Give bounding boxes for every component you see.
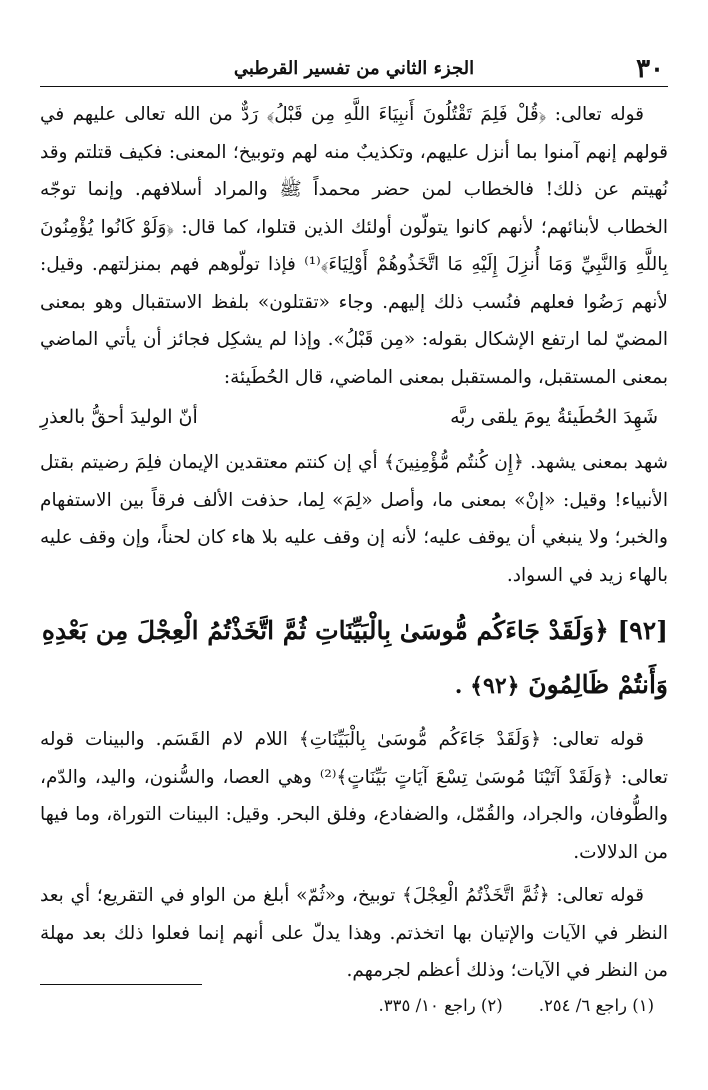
quran-verse-block	[40, 604, 668, 713]
commentary-paragraph: قوله تعالى: ﴿قُلْ فَلِمَ تَقْتُلُونَ أَنبِيَاءَ اللَّهِ مِن قَبْلُ﴾ رَدٌّ من الله تعالى عليهم في قولهم إنهم آمنوا بما أنزل عليهم، وتكذيبٌ منه لهم وتوبيخ؛ المعنى: فكيف قتلتم وقد نُهيتم عن ذلك! فالخطاب لمن حضر محمداً ﷺ والمراد أسلافهم. وإنما توجّه الخطاب لأبنائهم؛ لأنهم كانوا يتولّون أولئك الذين قتلوا، كما قال: ﴿وَلَوْ كَانُوا يُؤْمِنُونَ بِاللَّهِ وَالنَّبِيِّ وَمَا أُنزِلَ إِلَيْهِ مَا اتَّخَذُوهُمْ أَوْلِيَاءَ﴾⁽¹⁾ فإذا تولّوهم فهم بمنزلتهم. وقيل: لأنهم رَضُوا فعلهم فنُسب ذلك إليهم. وجاء «تقتلون» بلفظ الاستقبال وهو بمعنى المضيّ لما ارتفع الإشكال بقوله: «مِن قَبْلُ». وإذا لم يشكِل فجائز أن يأتي الماضي بمعنى المستقبل، والمستقبل بمعنى الماضي، قال الحُطَيئة:	[40, 104, 669, 388]
quran-verse-text: ﴿وَلَقَدْ جَاءَكُم مُّوسَىٰ بِالْبَيِّنَاتِ ثُمَّ اتَّخَذْتُمُ الْعِجْلَ مِن بَعْدِهِ وَأَنتُمْ ظَالِمُونَ	[41, 616, 668, 699]
commentary-paragraph: قوله تعالى: ﴿ثُمَّ اتَّخَذْتُمُ الْعِجْلَ﴾ توبيخ، و«ثُمّ» أبلغ من الواو في التقريع؛ أي بعد النظر في الآيات والإتيان بها اتخذتم. وهذا يدلّ على أنهم إنما فعلوا ذلك بعد مهلة من النظر في الآيات؛ وذلك أعظم لجرمهم.	[40, 885, 668, 981]
footnote-item: (٢) راجع ١٠/ ٣٣٥.	[378, 996, 503, 1015]
commentary-paragraph: قوله تعالى: ﴿وَلَقَدْ جَاءَكُم مُّوسَىٰ بِالْبَيِّنَاتِ﴾ اللام لام القَسَم. والبينات قوله تعالى: ﴿وَلَقَدْ آتَيْنَا مُوسَىٰ تِسْعَ آيَاتٍ بَيِّنَاتٍ﴾⁽²⁾ وهي العصا، والسُّنون، واليد، والدّم، والطُّوفان، والجراد، والقُمّل، والضفادع، وفلق البحر. وقيل: البينات التوراة، وما فيها من الدلالات.	[40, 729, 668, 863]
poetry-verse	[40, 400, 668, 440]
footnote-item: (١) راجع ٦/ ٢٥٤.	[538, 996, 654, 1015]
footnote-divider	[40, 984, 202, 985]
commentary-paragraph: شهد بمعنى يشهد. ﴿إِن كُنتُم مُّؤْمِنِينَ﴾ أي إن كنتم معتقدين الإيمان فلِمَ رضيتم بقتل الأنبياء! وقيل: «إنْ» بمعنى ما، وأصل «لِمَ» لِما، حذفت الألف فرقاً بين الاستفهام والخبر؛ ولا ينبغي أن يوقف عليه؛ لأنه إن وقف عليه بلا هاء كان لحناً، وإن وقف عليه بالهاء زيد في السواد.	[40, 452, 668, 586]
ayah-marker: ﴿٩٢﴾ .	[454, 673, 520, 699]
running-title: الجزء الثاني من تفسير القرطبي	[233, 58, 475, 79]
quran-verse-number: [٩٢]	[617, 616, 668, 645]
verse-hemistich-first: شَهِدَ الحُطَيئةُ يومَ يلقى ربَّه	[450, 406, 658, 428]
page-number: ٣٠	[636, 54, 664, 84]
body-text	[40, 96, 668, 990]
footnotes	[379, 992, 654, 1020]
verse-hemistich-second: أنّ الوليدَ أحقُّ بالعذرِ	[40, 406, 198, 428]
page-header	[40, 52, 668, 87]
book-page	[40, 0, 668, 1090]
